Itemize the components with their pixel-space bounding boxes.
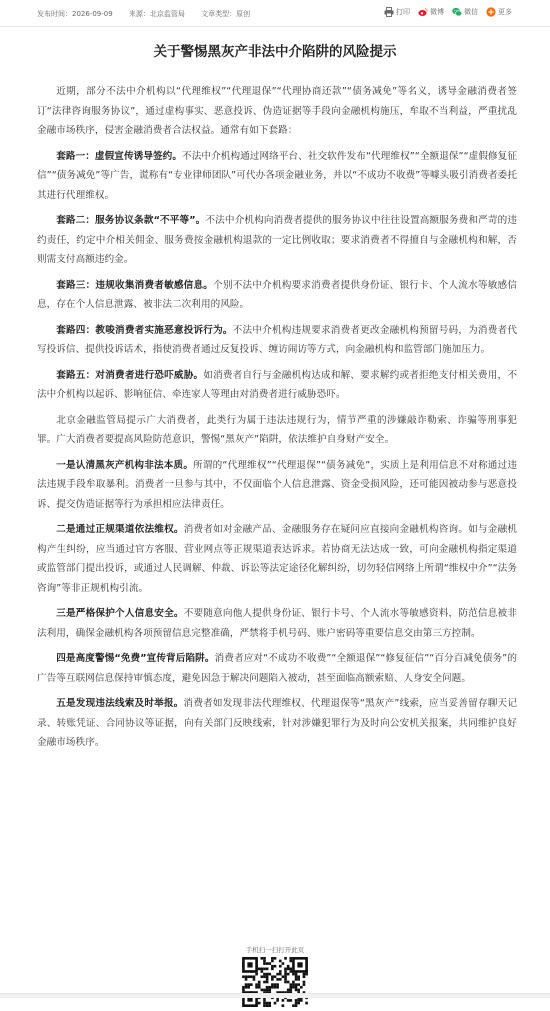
paragraph-text: 不法中介机构违规要求消费者更改金融机构预留号码，为消费者代写投诉信、提供投诉话术，指使消费者通过反复投诉、缠访闹访等方式，向金融机构和监管部门施加压力。 [37,324,517,355]
paragraph-text: 近期，部分不法中介机构以“代理维权”“代理退保”“代理协商还款”“债务减免”等名义，诱导金融消费者签订“法律咨询服务协议”，通过虚构事实、恶意投诉、伪造证据等手段向金融机构施压，牟取不当利益，严重扰乱金融市场秩序，侵害金融消费者合法权益。通常有如下套路： [37,86,517,136]
footer-divider [0,993,550,998]
article-source: 来源：北京监管局 [128,10,185,18]
article-paragraph [37,604,517,643]
paragraph-text: 消费者如发现非法代理维权、代理退保等“黑灰产”线索，应当妥善留存聊天记录、转账凭证、合同协议等证据，向有关部门反映线索，针对涉嫌犯罪行为及时向公安机关报案，共同维护良好金融市场秩序。 [37,698,517,748]
article-paragraph [37,520,517,598]
paragraph-lead: 套路五：对消费者进行恐吓威胁。 [56,369,204,381]
paragraph-lead: 四是高度警惕“免费”宣传背后陷阱。 [56,653,215,664]
article-paragraph [37,456,517,515]
share-toolbar [384,7,512,17]
article-meta [37,9,264,19]
paragraph-lead: 二是通过正规渠道依法维权。 [56,524,184,535]
paragraph-text: 不法中介机构通过网络平台、社交软件发布“代理维权”“全额退保”“虚假修复征信”“债务减免”等广告，谎称有“专业律师团队”可代办各项金融业务，并以“不成功不收费”等噱头吸引消费者委托其进行代理维权。 [37,150,518,201]
weibo-label: 微博 [430,8,444,16]
plus-circle-icon [486,7,496,17]
article-paragraph [37,82,517,141]
qr-code-icon [242,957,308,1007]
paragraph-text: 不要随意向他人提供身份证、银行卡号、个人流水等敏感资料，防范信息被非法利用，确保金融机构各项预留信息完整准确，严禁将手机号码、账户密码等重要信息交由第三方控制。 [37,608,518,639]
share-more-button[interactable] [486,7,512,17]
print-label: 打印 [396,8,410,16]
article-paragraph [37,411,517,450]
meta-bar [0,0,550,27]
paragraph-text: 北京金融监管局提示广大消费者，此类行为属于违法违规行为，情节严重的涉嫌敲诈勒索、诈骗等刑事犯罪。广大消费者要提高风险防范意识，警惕“黑灰产”陷阱，依法维护自身财产安全。 [37,414,517,445]
printer-icon [384,7,394,17]
publish-time: 发布时间：2026-09-09 [37,10,113,18]
paragraph-text: 消费者如对金融产品、金融服务存在疑问应直接向金融机构咨询。如与金融机构产生纠纷，应当通过官方客服、营业网点等正规渠道表达诉求。若协商无法达成一致，可向金融机构指定渠道或监管部门提出投诉，或通过人民调解、仲裁、诉讼等法定途径化解纠纷，切勿轻信网络上所谓“维权中介”“法务咨询”等非正规机构引流。 [37,524,518,594]
wechat-label: 微信 [464,8,478,16]
article-paragraph [37,366,517,405]
paragraph-text: 个别不法中介机构要求消费者提供身份证、银行卡、个人流水等敏感信息，存在个人信息泄露、被非法二次利用的风险。 [37,279,517,310]
paragraph-lead: 三是严格保护个人信息安全。 [56,608,184,619]
wechat-icon [452,7,462,17]
more-label: 更多 [498,8,512,16]
paragraph-lead: 套路四：教唆消费者实施恶意投诉行为。 [56,324,233,336]
article-paragraph [37,321,517,360]
article-paragraph [37,649,517,688]
article-type: 文章类型：原创 [201,10,251,18]
paragraph-text: 消费者应对“不成功不收费”“全额退保”“修复征信”“百分百减免债务”的广告等互联网信息保持审慎态度，避免因急于解决问题陷入被动，甚至面临高额索赔、人身安全问题。 [37,653,517,684]
paragraph-lead: 套路三：违规收集消费者敏感信息。 [56,279,214,291]
paragraph-lead: 套路二：服务协议条款“不平等”。 [56,215,206,226]
paragraph-lead: 套路一：虚假宣传诱导签约。 [56,150,183,162]
qr-caption: 手机扫一扫打开此页 [245,946,305,954]
weibo-icon [418,7,428,17]
article-body [37,82,517,759]
article-paragraph [37,211,517,270]
paragraph-text: 如消费者自行与金融机构达成和解、要求解约或者拒绝支付相关费用，不法中介机构以起诉、影响征信、牵连家人等理由对消费者进行威胁恐吓。 [37,369,517,400]
article-title: 关于警惕黑灰产非法中介陷阱的风险提示 [153,44,397,60]
qr-section [0,946,550,1011]
paragraph-lead: 五是发现违法线索及时举报。 [56,698,184,709]
article-paragraph [37,694,517,753]
paragraph-text: 所谓的“代理维权”“代理退保”“债务减免”，实质上是利用信息不对称通过违法违规手段牟取暴利。消费者一旦参与其中，不仅面临个人信息泄露、资金受损风险，还可能因被动参与恶意投诉、提交伪造证据等行为承担相应法律责任。 [37,459,517,510]
paragraph-lead: 一是认清黑灰产机构非法本质。 [56,459,194,471]
print-button[interactable] [384,7,410,17]
share-wechat-button[interactable] [452,7,478,17]
paragraph-text: 不法中介机构向消费者提供的服务协议中往往设置高额服务费和严苛的违约责任，约定中介相关佣金、服务费按金融机构退款的一定比例收取；要求消费者不得擅自与金融机构和解，否则需支付高额违约金。 [37,215,517,265]
article-paragraph [37,276,517,315]
share-weibo-button[interactable] [418,7,444,17]
article-paragraph [37,147,517,206]
